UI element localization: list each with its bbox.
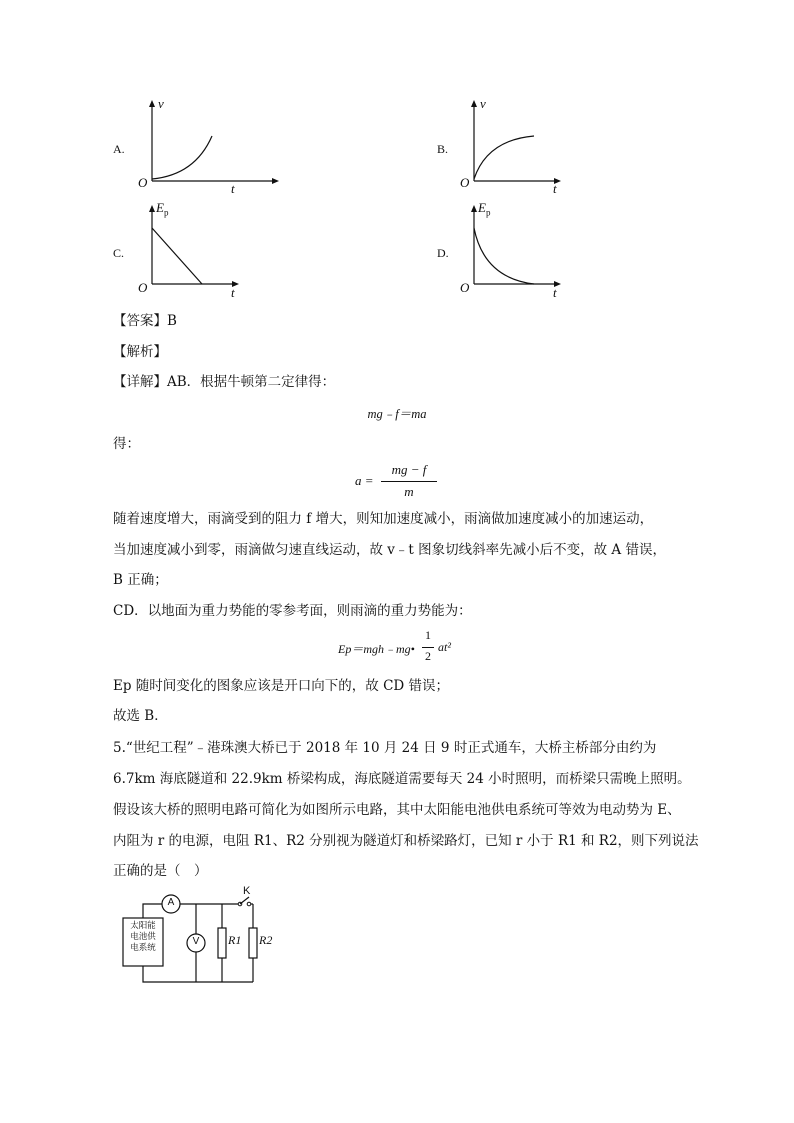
graph-b-origin: O — [460, 175, 470, 190]
detail-intro: 【详解】AB．根据牛顿第二定律得： — [113, 374, 336, 390]
q5-line2: 6.7km 海底隧道和 22.9km 桥梁构成，海底隧道需要每天 24 小时照明，而桥梁只需晚上照明。 — [113, 771, 691, 787]
para1-line2: 当加速度减小到零，雨滴做匀速直线运动，故 v﹣t 图象切线斜率先减小后不变，故 A 错误， — [113, 542, 666, 558]
equation-acceleration — [355, 462, 445, 502]
eq2-numerator: mg − f — [391, 462, 427, 477]
q5-line4: 内阻为 r 的电源，电阻 R1、R2 分别视为隧道灯和桥梁路灯，已知 r 小于 R1 和 R2，则下列说法 — [113, 833, 699, 849]
choose-line: 故选 B． — [113, 708, 168, 724]
r2-label: R2 — [259, 933, 273, 947]
eq3-numerator: 1 — [425, 628, 431, 642]
option-c-label: C. — [113, 246, 125, 260]
graph-d-origin: O — [460, 280, 470, 295]
option-d-label: D. — [437, 246, 449, 260]
eq3-lhs: Ep＝mgh﹣mg• — [338, 642, 415, 656]
equation-newton: mg﹣f＝ma — [367, 407, 427, 421]
graph-c-x-label: t — [231, 285, 235, 300]
option-a-label: A. — [113, 142, 125, 156]
graph-b-y-label: v — [480, 96, 486, 111]
para1-line3: B 正确； — [113, 572, 168, 588]
switch-label: K — [243, 885, 251, 897]
q5-line5: 正确的是（ ） — [113, 863, 208, 879]
para1-line1: 随着速度增大，雨滴受到的阻力 f 增大，则知加速度减小，雨滴做加速度减小的加速运动， — [113, 511, 654, 527]
q5-line3: 假设该大桥的照明电路可简化为如图所示电路，其中太阳能电池供电系统可等效为电动势为 E、 — [113, 802, 681, 818]
equation-potential-energy — [338, 628, 468, 670]
graph-a-origin: O — [138, 175, 148, 190]
graph-b-x-label: t — [553, 181, 557, 196]
graph-a-x-label: t — [231, 181, 235, 196]
eq3-denominator: 2 — [425, 649, 431, 663]
source-label: 太阳能 电池供 电系统 — [130, 921, 156, 953]
ammeter-label: A — [167, 897, 175, 908]
ep-line: Ep 随时间变化的图象应该是开口向下的，故 CD 错误； — [113, 678, 450, 694]
option-b-label: B. — [437, 142, 449, 156]
eq3-tail: at² — [438, 640, 451, 654]
answer-line: 【答案】B — [113, 313, 177, 329]
graph-a-y-label: v — [158, 96, 164, 111]
graph-d-x-label: t — [553, 285, 557, 300]
eq2-denominator: m — [404, 484, 414, 499]
cd-intro: CD．以地面为重力势能的零参考面，则雨滴的重力势能为： — [113, 603, 472, 619]
eq2-lhs: a = — [355, 473, 374, 488]
graph-d-y-label: $E_p$ — [478, 200, 491, 218]
r1-label: R1 — [228, 933, 242, 947]
get-line: 得： — [113, 436, 140, 452]
q5-line1: 5.“世纪工程”﹣港珠澳大桥已于 2018 年 10 月 24 日 9 时正式通车，大桥主桥部分由约为 — [113, 740, 657, 756]
graph-c-origin: O — [138, 280, 148, 295]
analysis-heading: 【解析】 — [113, 344, 167, 360]
voltmeter-label: V — [192, 936, 200, 947]
graph-c-y-label: $E_p$ — [156, 200, 169, 218]
